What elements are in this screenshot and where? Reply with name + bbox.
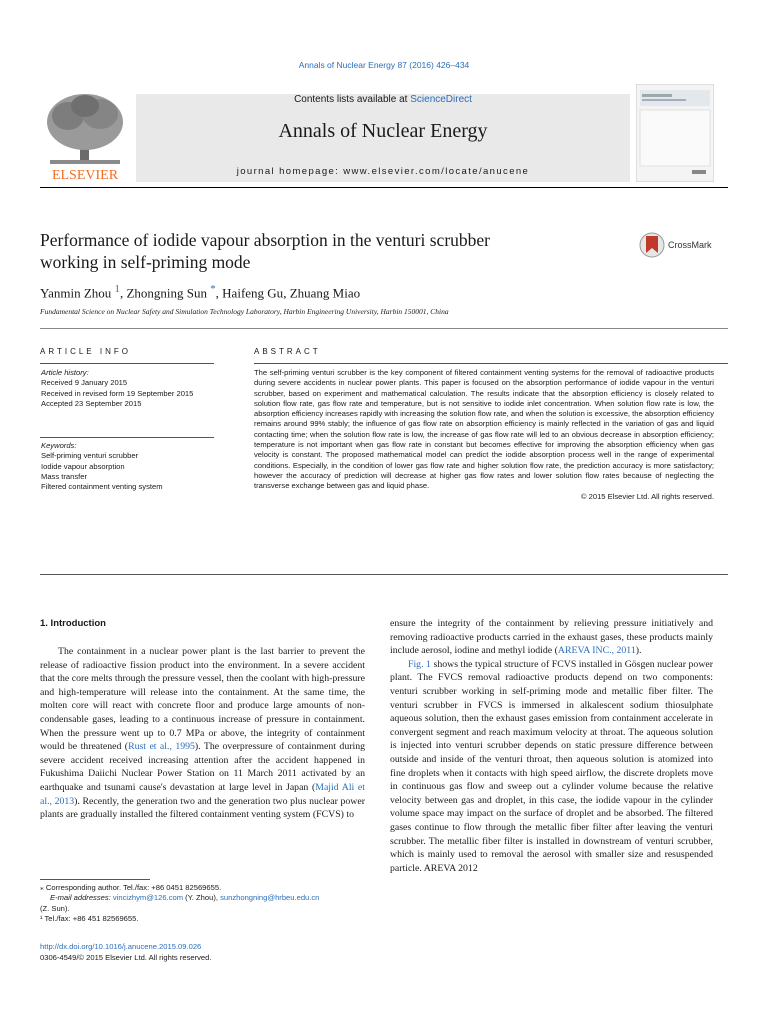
body-text: The containment in a nuclear power plant is the last barrier to prevent the release of radioactive fission product into the environment. In a severe accident that the core melts through the pressure vessel, then the coolant with high-pressure and high-temperature will release into the containment. At the same time, the molten core will react with concrete floor and produce large amounts of non-condensable gases, leading to a continuous increase of pressure in containment. When the pressure went up to 0.7 MPa or above, the integrity of containment would be threatened ( [40, 646, 365, 753]
body-text: ). The overpressure of containment during severe accident received increasing attention after the accident happened in Fukushima Daiichi Nuclear Power Station on 11 March 2011 activated by an earthquake and tsunami cause's devastation at large level in Japan ( [40, 741, 365, 793]
author-mark[interactable]: 1 [114, 283, 120, 295]
affiliation: Fundamental Science on Nuclear Safety and Simulation Technology Laboratory, Harbin Engineering University, Harbin 150001, China [40, 307, 449, 316]
body-column-right [390, 617, 713, 875]
contents-line [136, 94, 630, 105]
author-name: Zhuang Miao [289, 285, 361, 301]
email-link[interactable]: vincizhym@126.com [112, 893, 184, 903]
body-column-left [40, 645, 365, 822]
contents-prefix: Contents lists available at [294, 94, 411, 105]
svg-text:CrossMark: CrossMark [668, 240, 712, 250]
journal-title: Annals of Nuclear Energy [278, 120, 488, 142]
title-line-1: Performance of iodide vapour absorption in the venturi scrubber [40, 230, 491, 250]
footnote-1: ¹ Tel./fax: +86 451 82569655. [40, 914, 139, 924]
paragraph [390, 617, 713, 658]
sciencedirect-link[interactable]: ScienceDirect [410, 94, 472, 105]
svg-text:ELSEVIER: ELSEVIER [51, 168, 119, 182]
citation-link[interactable]: Majid Ali et al., 2013 [40, 781, 365, 807]
abstract-copyright: © 2015 Elsevier Ltd. All rights reserved. [580, 491, 714, 501]
keywords-rule [40, 437, 214, 438]
keyword: Mass transfer [41, 471, 87, 481]
cover-image-icon [636, 84, 714, 182]
crossmark-badge[interactable] [639, 231, 719, 259]
email-label: E-mail addresses: [50, 893, 113, 903]
author-list [40, 283, 640, 301]
issn-line: 0306-4549/© 2015 Elsevier Ltd. All rights reserved. [40, 953, 212, 962]
footnotes [40, 883, 370, 925]
author-name: Yanmin Zhou [40, 285, 112, 301]
email-owner: (Y. Zhou), [183, 893, 221, 903]
keyword: Filtered containment venting system [41, 482, 163, 492]
doi-link[interactable]: http://dx.doi.org/10.1016/j.anucene.2015.09.026 [40, 942, 202, 951]
author-separator: , [215, 285, 223, 301]
journal-cover-thumbnail[interactable] [636, 84, 714, 182]
elsevier-tree-icon [40, 88, 130, 182]
received-date: Received 9 January 2015 [41, 378, 128, 388]
author-separator: , [119, 285, 127, 301]
history-label: Article history: [41, 368, 89, 377]
crossmark-icon [639, 231, 719, 259]
abstract-body [254, 368, 714, 502]
article-info-rule [40, 363, 214, 364]
article-title [40, 229, 600, 273]
body-text: ). [635, 645, 642, 657]
keywords [41, 441, 217, 492]
figure-link[interactable]: Fig. 1 [408, 658, 431, 670]
article-history [41, 368, 217, 409]
accepted-date: Accepted 23 September 2015 [41, 398, 142, 408]
article-info-heading: ARTICLE INFO [40, 347, 131, 356]
abstract-heading: ABSTRACT [254, 347, 321, 356]
journal-homepage[interactable]: journal homepage: www.elsevier.com/locate/anucene [236, 166, 530, 177]
body-text: ). Recently, the generation two and the generation two plus nuclear power plants are gradually installed the filtered containment venting system (FCVS) to [40, 795, 365, 821]
citation-link[interactable]: Rust et al., 1995 [128, 741, 195, 753]
author-name: Zhongning Sun [126, 285, 207, 301]
author-mark[interactable]: * [210, 283, 216, 295]
body-text: shows the typical structure of FCVS installed in Gösgen nuclear power plant. The FVCS removal radioactive products depend on two components: venturi scrubber working in self-priming mode and metallic fiber filter. The venturi scrubber in FVCS is immersed in alkalescent sodium thiosulphate aqueous solution, then the exhaust gases emission from containment accelerate in convergent segment and reach maximum velocity at throat. The aqueous solution is injected into venturi scrubber depends on static pressure difference between outside and inside of the venturi throat, then aqueous solution is atomized into fine droplets when it contacts with high speed airflow, the discrete droplets move in continuous gas flow and sweep out a cylinder volume because the relative velocity between gas and droplet, in this case, the iodide vapour in the cylinder volume space may impact on the surface of droplet and be absorbed. The filtered gases continue to flow through the metallic fiber filter after leaving the venturi scrubber. The metallic fiber filter is installed in downstream of venturi scrubber, which is mainly used to removal the aerosol with smaller size and resuspended particle. AREVA 2012 [390, 658, 714, 874]
paragraph [390, 658, 713, 876]
author-separator: , [283, 285, 290, 301]
email-owner: (Z. Sun). [40, 903, 70, 913]
keywords-label: Keywords: [41, 441, 77, 450]
title-line-2: working in self-priming mode [40, 252, 251, 272]
keyword: Iodide vapour absorption [41, 461, 125, 471]
author-name: Haifeng Gu [222, 285, 284, 301]
keyword: Self-priming venturi scrubber [41, 451, 139, 461]
revised-date: Received in revised form 19 September 2015 [41, 388, 194, 398]
abstract-text: The self-priming venturi scrubber is the key component of filtered containment venting systems for the removal of radioactive products during severe accidents in nuclear power plants. This paper is focused on the absorption performance of iodide vapour in the venturi scrubber, based on experiment and mathematical calculation. The results indicate that the absorption efficiency is closely related to solution flow rate, gas flow rate and temperature, but is not sensitive to iodide inlet concentration. When solution flow rate is low, the absorption efficiency increases rapidly with increasing the solution flow rate, and when the solution is excessive, the absorption efficiency remains around 99% stably; the influence of gas flow rate on absorption efficiency is mainly reflected in the variation of gas and liquid contacting time; when the solution flow rate is low, the increase of gas flow rate will led to an obvious decrease in absorption efficiency; temperature is not important when gas flow rate in constant but becomes effective for improving the absorption efficiency when gas velocity is constant. The proposed mathematical model can predict the iodide absorption process well in the range of experimental conditions. Especially, in the condition of lower gas flow rate and higher solution flow rate, the prediction accuracy is more satisfactory; however the accuracy of prediction will decrease at higher gas flow rates and lower solution flow rates because of neglecting the transverse exchange between gas and liquid phase. [254, 368, 714, 491]
abstract-rule [254, 363, 728, 364]
corresponding-author-note: ⁎ Corresponding author. Tel./fax: +86 0451 82569655. [40, 883, 222, 892]
email-line [40, 893, 370, 903]
journal-reference[interactable]: Annals of Nuclear Energy 87 (2016) 426–434 [298, 60, 470, 70]
abstract-bottom-rule [40, 574, 728, 575]
elsevier-logo [40, 88, 130, 182]
footnote-rule [40, 879, 150, 880]
email-link[interactable]: sunzhongning@hrbeu.edu.cn [220, 893, 320, 903]
citation-link[interactable]: AREVA INC., 2011 [557, 645, 636, 657]
header-rule [40, 187, 728, 188]
body-text: ensure the integrity of the containment by relieving pressure initiatively and removing radioactive products carried in the exhaust gases, these products mainly include aerosol, iodine and methyl iodide ( [390, 618, 713, 657]
introduction-heading: 1. Introduction [40, 618, 106, 629]
section-rule [40, 328, 728, 329]
